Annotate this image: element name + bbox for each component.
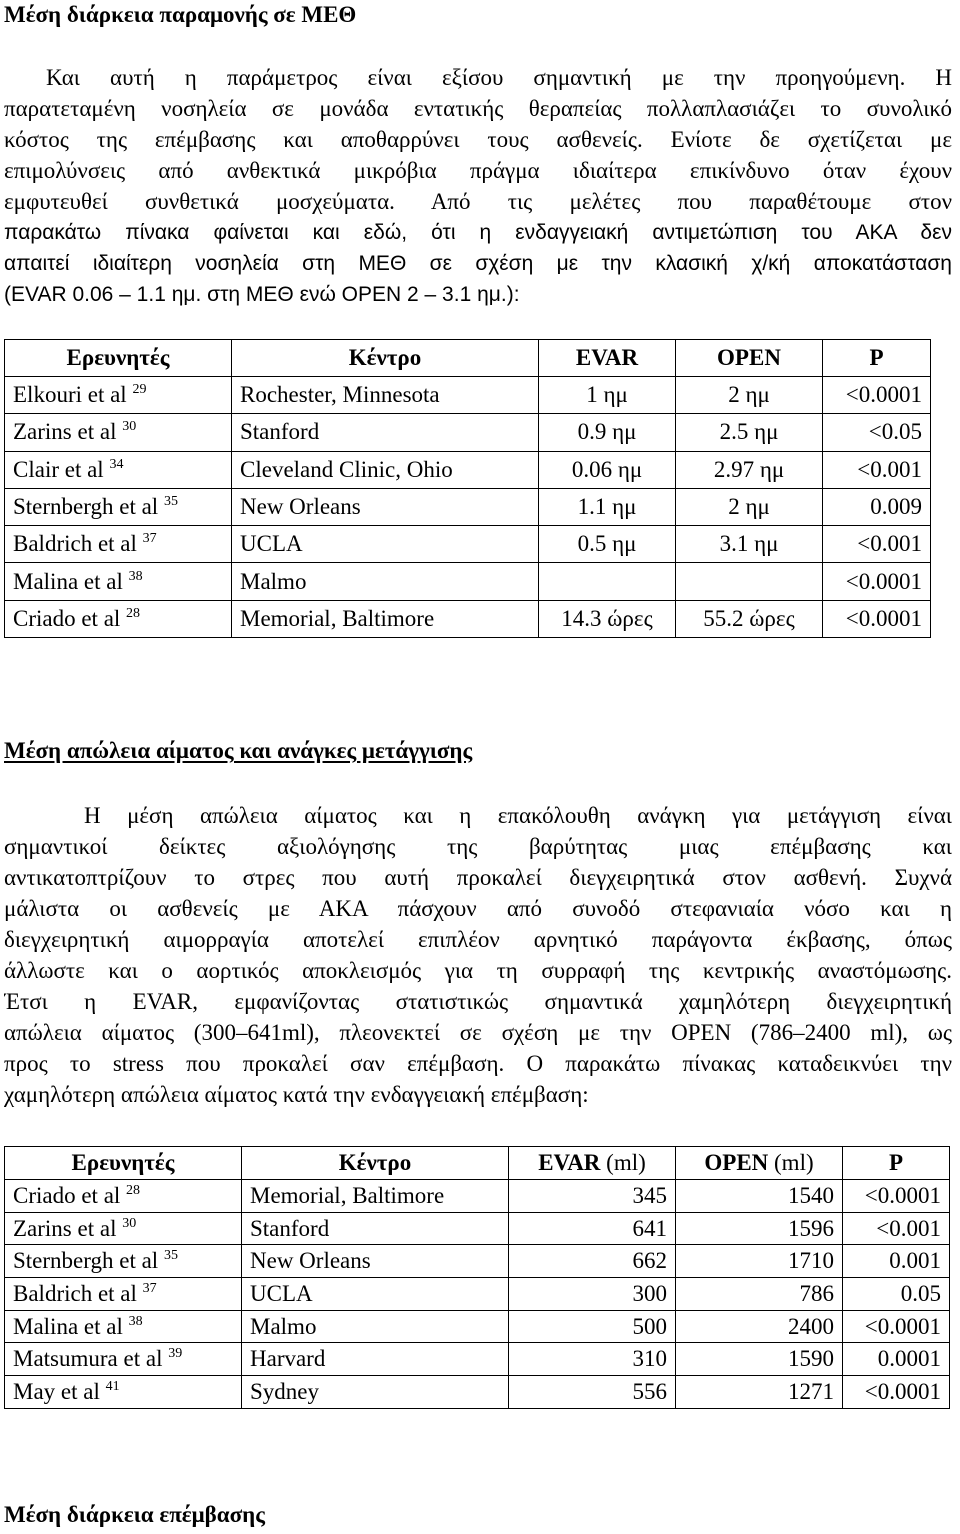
author-cell [5,377,232,414]
center-cell: Sydney [242,1376,509,1409]
author-cell [5,526,232,563]
open-cell: 2 ημ [676,488,823,525]
section2-heading: Μέση απώλεια αίματος και ανάγκες μετάγγισης [4,738,473,763]
table-header-row [5,1147,950,1180]
p-value-cell: <0.0001 [843,1310,950,1343]
header-authors: Ερευνητές [5,340,232,377]
open-cell [676,563,823,600]
paragraph-line: σημαντικοί δείκτες αξιολόγησης της βαρύτητας μιας επέμβασης και [4,834,952,859]
center-cell: Malmo [242,1310,509,1343]
author-cell [5,1180,242,1213]
author-name: Clair et al [13,456,104,482]
reference-number: 38 [128,1313,143,1329]
reference-number: 37 [142,1280,157,1296]
center-cell: Rochester, Minnesota [232,377,539,414]
evar-cell: 1.1 ημ [539,488,676,525]
p-value-cell: 0.009 [823,488,931,525]
paragraph-line: αντικατοπτρίζουν το στρες που αυτή προκαλεί διεγχειρητικά στον ασθενή. Συχνά [4,865,952,890]
reference-number: 28 [126,1182,141,1198]
evar-cell: 500 [509,1310,676,1343]
blood-loss-table [4,1146,950,1409]
header-evar: EVAR [539,340,676,377]
p-value-cell: <0.0001 [823,600,931,637]
open-cell: 3.1 ημ [676,526,823,563]
table-row [5,1278,950,1311]
table-row [5,1180,950,1213]
author-name: Baldrich et al [13,531,137,557]
evar-cell: 0.06 ημ [539,451,676,488]
header-evar-unit: (ml) [600,1150,646,1175]
p-value-cell: 0.05 [843,1278,950,1311]
evar-cell [539,563,676,600]
open-cell: 2.97 ημ [676,451,823,488]
reference-number: 41 [105,1378,120,1394]
paragraph-line: επιμολύνσεις από ανθεκτικά μικρόβια πράγμα ιδιαίτερα επικίνδυνο όταν έχουν [4,158,952,183]
paragraph-line: Και αυτή η παράμετρος είναι εξίσου σημαντική με την προηγούμενη. Η [46,65,952,90]
open-cell: 1271 [676,1376,843,1409]
author-cell [5,600,232,637]
open-cell: 1710 [676,1245,843,1278]
paragraph-line: προς το stress που προκαλεί σαν επέμβαση. Ο παρακάτω πίνακας καταδεικνύει την [4,1051,952,1076]
author-cell [5,1376,242,1409]
header-authors: Ερευνητές [5,1147,242,1180]
open-cell: 1590 [676,1343,843,1376]
p-value-cell: <0.0001 [823,563,931,600]
author-cell [5,488,232,525]
section2-paragraph [4,800,952,1110]
section3-heading: Μέση διάρκεια επέμβασης [4,1502,265,1527]
paragraph-line: Έτσι η EVAR, εμφανίζοντας στατιστικώς σημαντικά χαμηλότερη διεγχειρητική [4,989,952,1014]
open-cell: 1540 [676,1180,843,1213]
paragraph-line: εμφυτευθεί συνθετικά μοσχεύματα. Από τις μελέτες που παραθέτουμε στον [4,189,952,214]
reference-number: 29 [132,382,147,398]
author-cell [5,1343,242,1376]
author-cell [5,414,232,451]
evar-cell: 1 ημ [539,377,676,414]
paragraph-line: διεγχειρητική αιμορραγία αποτελεί επιπλέον αρνητικό παράγοντα έκβασης, όπως [4,927,952,952]
author-cell [5,1278,242,1311]
header-p: P [823,340,931,377]
header-open-label: OPEN [704,1150,769,1175]
author-name: Criado et al [13,1182,121,1208]
evar-cell: 310 [509,1343,676,1376]
evar-cell: 641 [509,1212,676,1245]
paragraph-line: μάλιστα οι ασθενείς με ΑΚΑ πάσχουν από συνοδό στεφανιαία νόσο και η [4,896,952,921]
paragraph-line: απαιτεί ιδιαίτερη νοσηλεία στη ΜΕΘ σε σχέση με την κλασική χ/κή αποκατάσταση [4,252,952,275]
reference-number: 38 [128,568,143,584]
paragraph-line: χαμηλότερη απώλεια αίματος κατά την ενδαγγειακή επέμβαση: [4,1082,589,1107]
author-cell [5,1310,242,1343]
author-name: Malina et al [13,568,123,594]
evar-cell: 0.9 ημ [539,414,676,451]
open-cell: 1596 [676,1212,843,1245]
paragraph-line: Η μέση απώλεια αίματος και η επακόλουθη ανάγκη για μετάγγιση είναι [84,803,952,828]
author-name: Sternbergh et al [13,494,159,520]
evar-cell: 0.5 ημ [539,526,676,563]
paragraph-line: απώλεια αίματος (300–641ml), πλεονεκτεί σε σχέση με την OPEN (786–2400 ml), ως [4,1020,952,1045]
p-value-cell: <0.0001 [823,377,931,414]
center-cell: Malmo [232,563,539,600]
reference-number: 34 [109,456,124,472]
center-cell: UCLA [242,1278,509,1311]
author-name: Sternbergh et al [13,1248,159,1274]
table-row [5,600,931,637]
author-cell [5,1212,242,1245]
table-row [5,1376,950,1409]
author-cell [5,1245,242,1278]
author-name: Malina et al [13,1313,123,1339]
center-cell: Stanford [232,414,539,451]
center-cell: Stanford [242,1212,509,1245]
table-row [5,414,931,451]
p-value-cell: 0.0001 [843,1343,950,1376]
header-center: Κέντρο [242,1147,509,1180]
p-value-cell: 0.001 [843,1245,950,1278]
table-row [5,1343,950,1376]
header-open-unit: (ml) [768,1150,814,1175]
author-name: Matsumura et al [13,1346,163,1372]
p-value-cell: <0.0001 [843,1180,950,1213]
evar-cell: 14.3 ώρες [539,600,676,637]
p-value-cell: <0.001 [823,451,931,488]
center-cell: Memorial, Baltimore [242,1180,509,1213]
p-value-cell: <0.001 [823,526,931,563]
table-row [5,526,931,563]
reference-number: 35 [163,494,178,510]
author-name: Baldrich et al [13,1280,137,1306]
reference-number: 37 [142,531,157,547]
evar-cell: 345 [509,1180,676,1213]
p-value-cell: <0.001 [843,1212,950,1245]
author-name: Zarins et al [13,419,117,445]
author-cell [5,563,232,600]
paragraph-line: άλλωστε και ο αορτικός αποκλεισμός για τη συρραφή της κεντρικής αναστόμωσης. [4,958,952,983]
evar-cell: 556 [509,1376,676,1409]
header-evar [509,1147,676,1180]
open-cell: 2.5 ημ [676,414,823,451]
author-name: May et al [13,1378,100,1404]
author-cell [5,451,232,488]
table-row [5,488,931,525]
reference-number: 39 [168,1346,183,1362]
paragraph-line: παρατεταμένη νοσηλεία σε μονάδα εντατικής θεραπείας πολλαπλασιάζει το συνολικό [4,96,952,121]
center-cell: New Orleans [232,488,539,525]
reference-number: 30 [122,419,137,435]
section1-heading: Μέση διάρκεια παραμονής σε ΜΕΘ [4,2,357,27]
open-cell: 786 [676,1278,843,1311]
reference-number: 30 [122,1215,137,1231]
header-open [676,1147,843,1180]
open-cell: 55.2 ώρες [676,600,823,637]
open-cell: 2400 [676,1310,843,1343]
center-cell: Harvard [242,1343,509,1376]
table-header-row [5,340,931,377]
center-cell: UCLA [232,526,539,563]
header-center: Κέντρο [232,340,539,377]
paragraph-line: παρακάτω πίνακα φαίνεται και εδώ, ότι η ενδαγγειακή αντιμετώπιση του ΑΚΑ δεν [4,221,952,244]
icu-stay-table [4,339,931,638]
center-cell: Cleveland Clinic, Ohio [232,451,539,488]
author-name: Criado et al [13,605,121,631]
section1-paragraph [4,62,952,310]
evar-cell: 662 [509,1245,676,1278]
p-value-cell: <0.0001 [843,1376,950,1409]
table-row [5,1212,950,1245]
table-row [5,1245,950,1278]
author-name: Elkouri et al [13,382,127,408]
evar-cell: 300 [509,1278,676,1311]
paragraph-line: (EVAR 0.06 – 1.1 ημ. στη ΜΕΘ ενώ OPEN 2 – 3.1 ημ.): [4,283,520,306]
author-name: Zarins et al [13,1215,117,1241]
header-evar-label: EVAR [538,1150,601,1175]
open-cell: 2 ημ [676,377,823,414]
paragraph-line: κόστος της επέμβασης και αποθαρρύνει τους ασθενείς. Ενίοτε δε σχετίζεται με [4,127,952,152]
table-row [5,563,931,600]
reference-number: 28 [126,605,141,621]
header-open: OPEN [676,340,823,377]
center-cell: Memorial, Baltimore [232,600,539,637]
reference-number: 35 [163,1248,178,1264]
p-value-cell: <0.05 [823,414,931,451]
center-cell: New Orleans [242,1245,509,1278]
table-row [5,1310,950,1343]
header-p: P [843,1147,950,1180]
table-row [5,451,931,488]
table-row [5,377,931,414]
